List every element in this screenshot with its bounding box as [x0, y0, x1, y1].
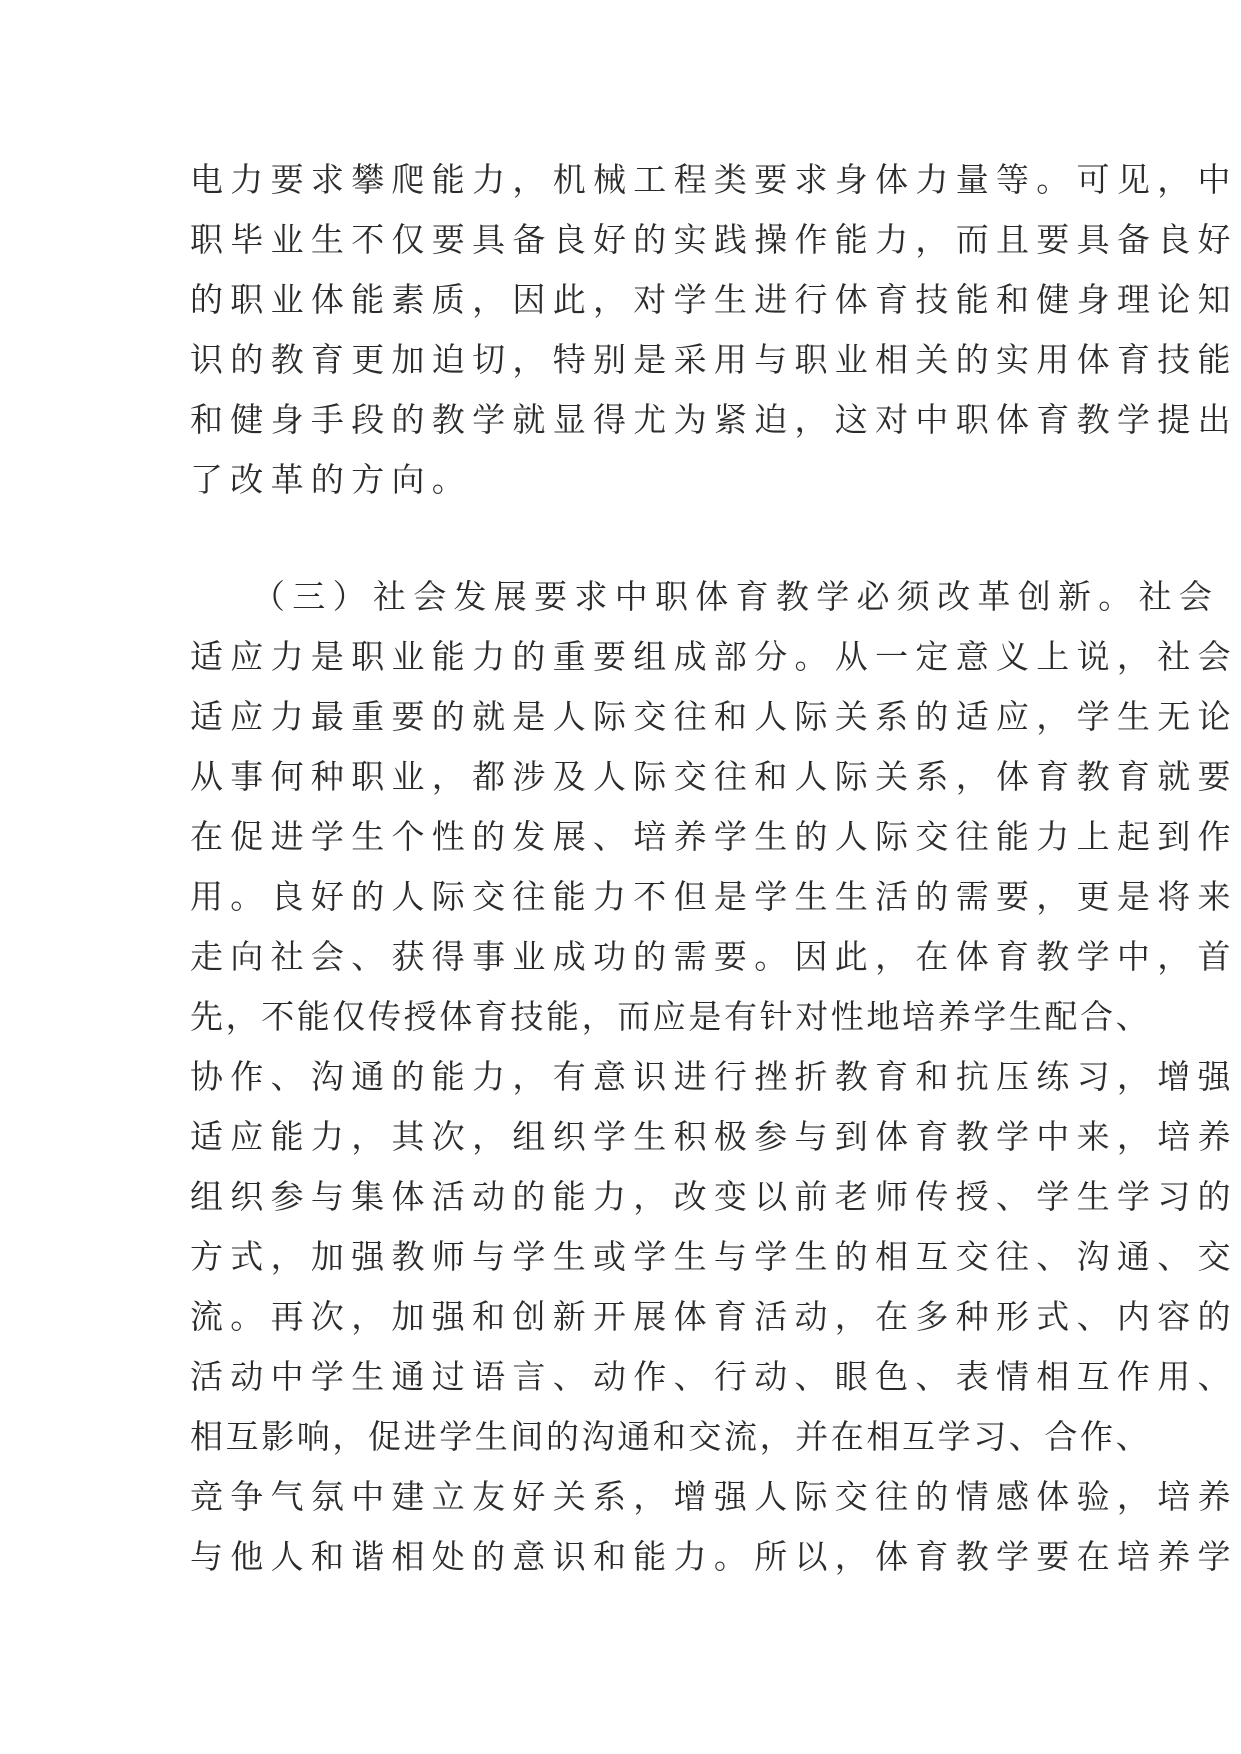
paragraph-2-line: 适应能力，其次，组织学生积极参与到体育教学中来，培养 [190, 1117, 1238, 1156]
paragraph-2-line: 适应力最重要的就是人际交往和人际关系的适应，学生无论 [190, 697, 1238, 736]
paragraph-1-line: 职毕业生不仅要具备良好的实践操作能力，而且要具备良好 [190, 220, 1238, 259]
paragraph-1-line: 的职业体能素质，因此，对学生进行体育技能和健身理论知 [190, 280, 1238, 319]
paragraph-2-line: 适应力是职业能力的重要组成部分。从一定意义上说，社会 [190, 637, 1238, 676]
paragraph-2-line: 协作、沟通的能力，有意识进行挫折教育和抗压练习，增强 [190, 1057, 1238, 1096]
paragraph-2-line: 与他人和谐相处的意识和能力。所以，体育教学要在培养学 [190, 1537, 1238, 1576]
paragraph-1-line: 电力要求攀爬能力，机械工程类要求身体力量等。可见，中 [190, 160, 1238, 199]
paragraph-2-line: 先，不能仅传授体育技能，而应是有针对性地培养学生配合、 [190, 997, 1152, 1036]
paragraph-1-line: 了改革的方向。 [190, 460, 473, 499]
paragraph-2-line: 用。良好的人际交往能力不但是学生生活的需要，更是将来 [190, 877, 1238, 916]
paragraph-2-line: 走向社会、获得事业成功的需要。因此，在体育教学中，首 [190, 937, 1238, 976]
paragraph-2-line: 活动中学生通过语言、动作、行动、眼色、表情相互作用、 [190, 1357, 1238, 1396]
paragraph-2-line: 从事何种职业，都涉及人际交往和人际关系，体育教育就要 [190, 757, 1238, 796]
paragraph-1-line: 识的教育更加迫切，特别是采用与职业相关的实用体育技能 [190, 340, 1238, 379]
paragraph-2-line: 方式，加强教师与学生或学生与学生的相互交往、沟通、交 [190, 1237, 1238, 1276]
paragraph-2-line: 竞争气氛中建立友好关系，增强人际交往的情感体验，培养 [190, 1477, 1238, 1516]
paragraph-2-line: 流。再次，加强和创新开展体育活动，在多种形式、内容的 [190, 1297, 1238, 1336]
paragraph-2-line: （三）社会发展要求中职体育教学必须改革创新。社会 [252, 577, 1220, 616]
paragraph-1-line: 和健身手段的教学就显得尤为紧迫，这对中职体育教学提出 [190, 400, 1238, 439]
paragraph-2-line: 在促进学生个性的发展、培养学生的人际交往能力上起到作 [190, 817, 1238, 856]
paragraph-2-line: 相互影响，促进学生间的沟通和交流，并在相互学习、合作、 [190, 1417, 1152, 1456]
paragraph-2-line: 组织参与集体活动的能力，改变以前老师传授、学生学习的 [190, 1177, 1238, 1216]
